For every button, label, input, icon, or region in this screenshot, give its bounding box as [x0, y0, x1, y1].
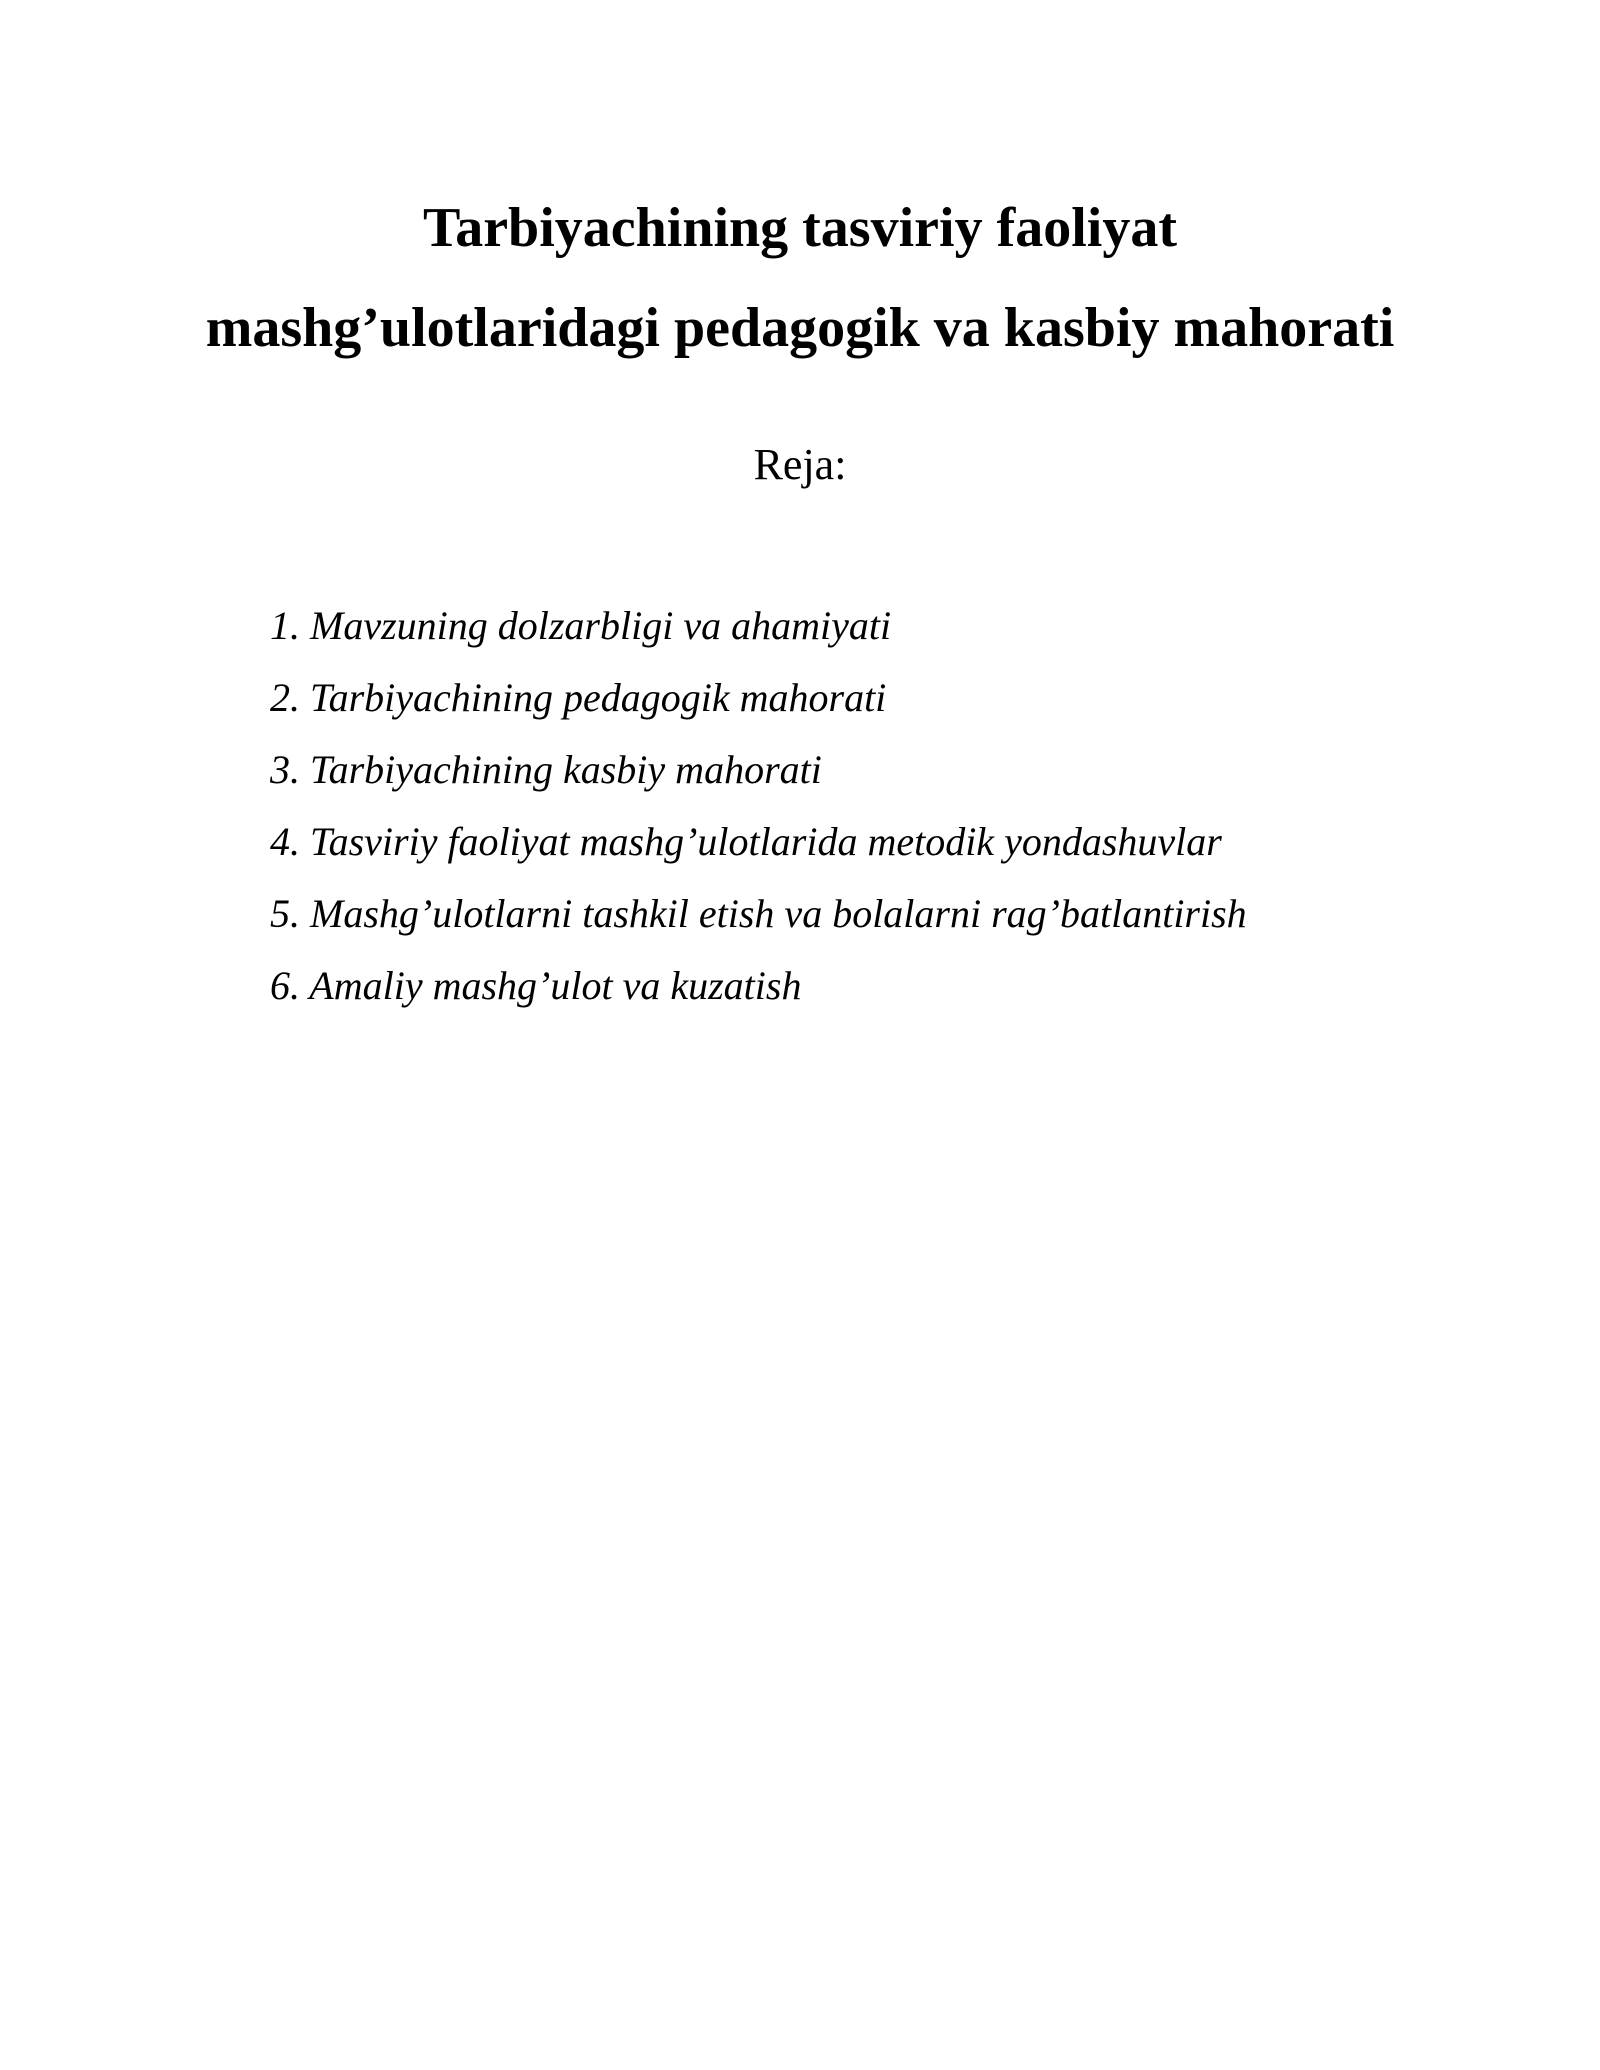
plan-item-3: 3. Tarbiyachining kasbiy mahorati: [270, 747, 822, 792]
title-line-1: Tarbiyachining tasviriy faoliyat: [422, 197, 1177, 259]
plan-heading: Reja:: [753, 440, 847, 489]
title-line-2: mashg’ulotlaridagi pedagogik va kasbiy mahorati: [205, 297, 1395, 359]
plan-item-5: 5. Mashg’ulotlarni tashkil etish va bolalarni rag’batlantirish: [270, 891, 1247, 936]
plan-list: [270, 590, 1247, 1022]
document-title: [0, 178, 1600, 378]
plan-item-6: 6. Amaliy mashg’ulot va kuzatish: [270, 963, 802, 1008]
plan-item-4: 4. Tasviriy faoliyat mashg’ulotlarida metodik yondashuvlar: [270, 819, 1222, 864]
plan-item-2: 2. Tarbiyachining pedagogik mahorati: [270, 675, 887, 720]
plan-item-1: 1. Mavzuning dolzarbligi va ahamiyati: [270, 603, 892, 648]
